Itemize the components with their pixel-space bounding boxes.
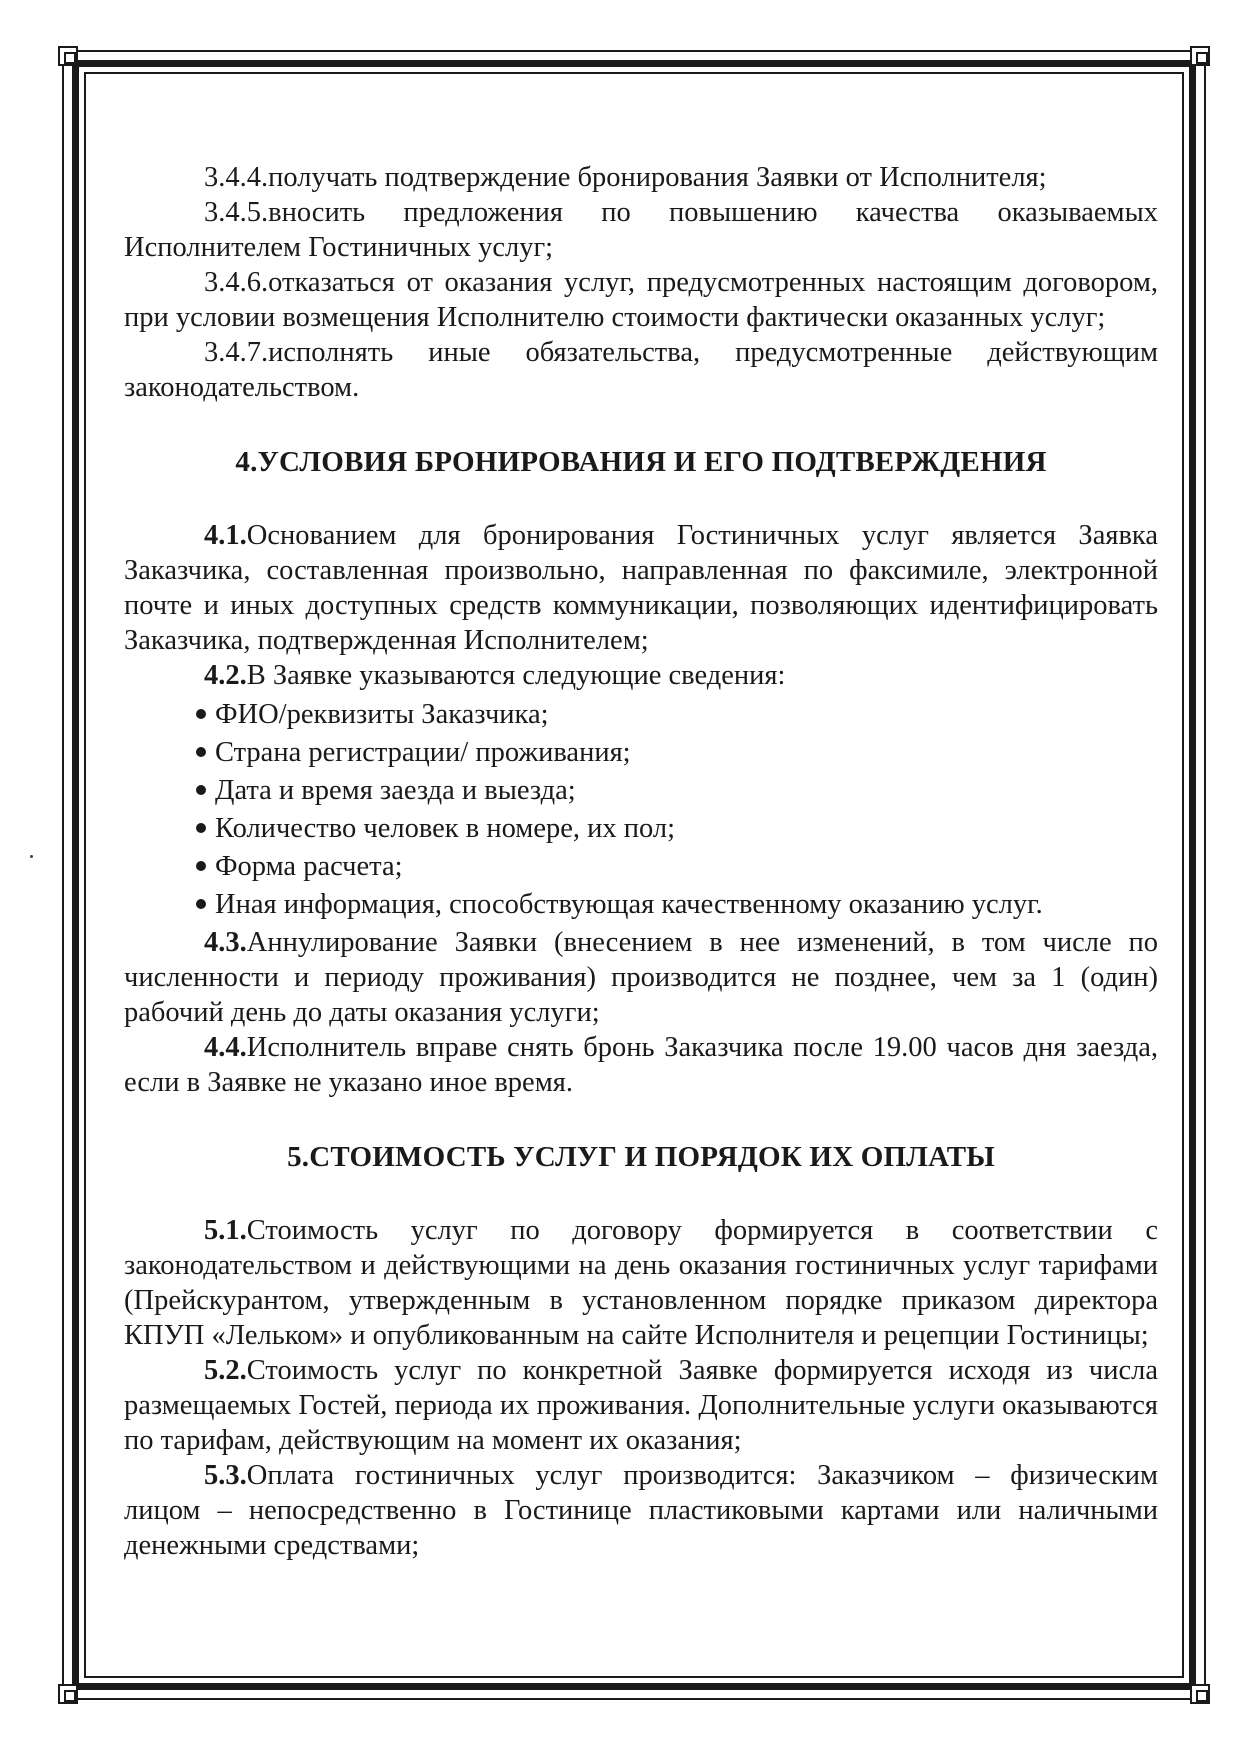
list-item: Иная информация, способствующая качественному оказанию услуг. bbox=[196, 887, 1158, 922]
corner-ornament-top-left bbox=[58, 46, 78, 66]
clause-5-3 bbox=[124, 1458, 1158, 1563]
bullet-icon bbox=[196, 861, 206, 871]
clause-text: В Заявке указываются следующие сведения: bbox=[246, 660, 786, 691]
bullet-icon bbox=[196, 785, 206, 795]
list-item: ФИО/реквизиты Заказчика; bbox=[196, 697, 1158, 732]
required-info-list bbox=[124, 697, 1158, 922]
clause-4-4 bbox=[124, 1030, 1158, 1100]
clause-number: 5.3. bbox=[204, 1460, 247, 1491]
clause-text: Оплата гостиничных услуг производится: Заказчиком – физическим лицом – непосредственно в Гостинице пластиковыми картами или наличными денежными средствами; bbox=[124, 1460, 1158, 1561]
clause-4-3 bbox=[124, 925, 1158, 1030]
clause-number: 4.2. bbox=[204, 660, 247, 691]
clause-number: 4.4. bbox=[204, 1032, 247, 1063]
corner-ornament-top-right bbox=[1190, 46, 1210, 66]
clause-4-2 bbox=[124, 658, 1158, 693]
clause-text: Стоимость услуг по конкретной Заявке формируется исходя из числа размещаемых Гостей, периода их проживания. Дополнительные услуги оказываются по тарифам, действующим на момент их оказания; bbox=[124, 1355, 1158, 1456]
corner-ornament-bottom-left bbox=[58, 1684, 78, 1704]
clause-3-4-4: 3.4.4.получать подтверждение бронирования Заявки от Исполнителя; bbox=[204, 162, 1047, 193]
clause-3-4-5: 3.4.5.вносить предложения по повышению качества оказываемых Исполнителем Гостиничных услуг; bbox=[124, 197, 1158, 263]
scan-speck bbox=[30, 855, 33, 858]
clause-5-2 bbox=[124, 1353, 1158, 1458]
clause-text: Исполнитель вправе снять бронь Заказчика после 19.00 часов дня заезда, если в Заявке не указано иное время. bbox=[124, 1032, 1158, 1098]
bullet-icon bbox=[196, 823, 206, 833]
clause-3-4-7: 3.4.7.исполнять иные обязательства, предусмотренные действующим законодательством. bbox=[124, 337, 1158, 403]
clause-text: Стоимость услуг по договору формируется в соответствии с законодательством и действующими на день оказания гостиничных услуг тарифами (Прейскурантом, утвержденным в установленном порядке приказом директора КПУП «Лельком» и опубликованным на сайте Исполнителя и рецепции Гостиницы; bbox=[124, 1215, 1158, 1351]
bullet-icon bbox=[196, 709, 206, 719]
clause-4-1 bbox=[124, 518, 1158, 658]
clause-5-1 bbox=[124, 1213, 1158, 1353]
list-item: Количество человек в номере, их пол; bbox=[196, 811, 1158, 846]
corner-ornament-bottom-right bbox=[1190, 1684, 1210, 1704]
clause-number: 5.1. bbox=[204, 1215, 247, 1246]
bullet-icon bbox=[196, 899, 206, 909]
clause-number: 5.2. bbox=[204, 1355, 247, 1386]
section-5-heading: 5.СТОИМОСТЬ УСЛУГ И ПОРЯДОК ИХ ОПЛАТЫ bbox=[287, 1141, 995, 1173]
section-4-heading: 4.УСЛОВИЯ БРОНИРОВАНИЯ И ЕГО ПОДТВЕРЖДЕНИЯ bbox=[235, 446, 1047, 478]
list-item: Страна регистрации/ проживания; bbox=[196, 735, 1158, 770]
bullet-icon bbox=[196, 747, 206, 757]
clause-3-4-6: 3.4.6.отказаться от оказания услуг, предусмотренных настоящим договором, при условии возмещения Исполнителю стоимости фактически оказанных услуг; bbox=[124, 267, 1158, 333]
list-item: Форма расчета; bbox=[196, 849, 1158, 884]
clause-number: 4.1. bbox=[204, 520, 247, 551]
clause-number: 4.3. bbox=[204, 927, 247, 958]
clause-text: Аннулирование Заявки (внесением в нее изменений, в том числе по численности и периоду проживания) производится не позднее, чем за 1 (один) рабочий день до даты оказания услуги; bbox=[124, 927, 1158, 1028]
clause-text: Основанием для бронирования Гостиничных услуг является Заявка Заказчика, составленная произвольно, направленная по факсимиле, электронной почте и иных доступных средств коммуникации, позволяющих идентифицировать Заказчика, подтвержденная Исполнителем; bbox=[124, 520, 1158, 656]
list-item: Дата и время заезда и выезда; bbox=[196, 773, 1158, 808]
document-body bbox=[124, 160, 1158, 1563]
